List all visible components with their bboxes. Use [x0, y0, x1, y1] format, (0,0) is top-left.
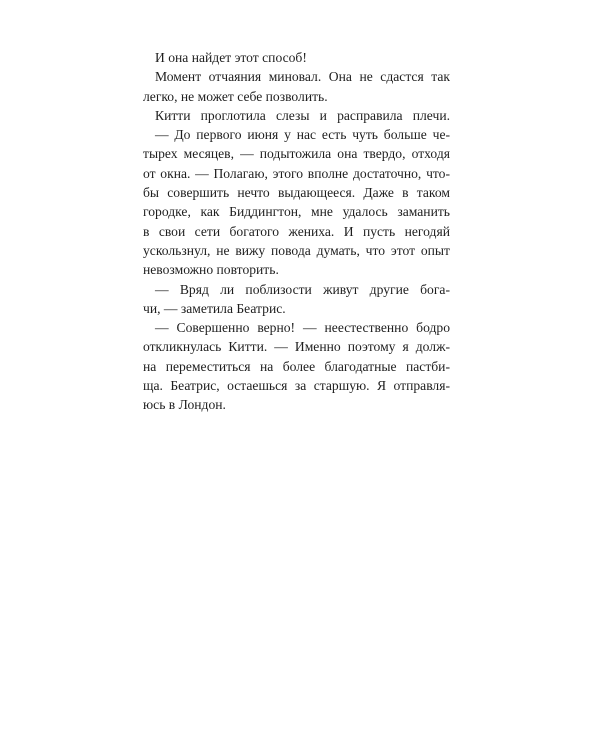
text-line: бы совершить нечто выдающееся. Даже в таком — [143, 185, 450, 201]
text-line: ускользнул, не вижу повода думать, что этот опыт — [143, 242, 450, 258]
text-line: невозможно повторить. — [143, 262, 279, 278]
text-line: — Вряд ли поблизости живут другие богa- — [155, 281, 450, 297]
text-line: чи, — заметила Беатрис. — [143, 300, 286, 316]
page-text — [143, 48, 450, 415]
text-line: городке, как Биддингтон, мне удалось заманить — [143, 204, 450, 220]
text-line: на переместиться на более благодатные пастби- — [143, 358, 450, 374]
text-line: в свои сети богатого жениха. И пусть негодяй — [143, 223, 450, 239]
text-line: — До первого июня у нас есть чуть больше че- — [155, 127, 450, 143]
text-line: юсь в Лондон. — [143, 397, 226, 413]
text-line: от окна. — Полагаю, этого вполне достаточно, что- — [143, 165, 450, 181]
text-line: Момент отчаяния миновал. Она не сдастся так — [155, 69, 450, 85]
text-line: Китти проглотила слезы и расправила плечи. — [155, 107, 450, 123]
text-line: И она найдет этот способ! — [155, 50, 307, 65]
text-line: легко, не может себе позволить. — [143, 88, 328, 104]
text-line: откликнулась Китти. — Именно поэтому я долж- — [143, 339, 450, 355]
text-line: ща. Беатрис, остаешься за старшую. Я отправля- — [143, 378, 450, 394]
text-line: — Совершенно верно! — неестественно бодро — [155, 320, 450, 336]
text-line: тырех месяцев, — подытожила она твердо, отходя — [143, 146, 450, 162]
